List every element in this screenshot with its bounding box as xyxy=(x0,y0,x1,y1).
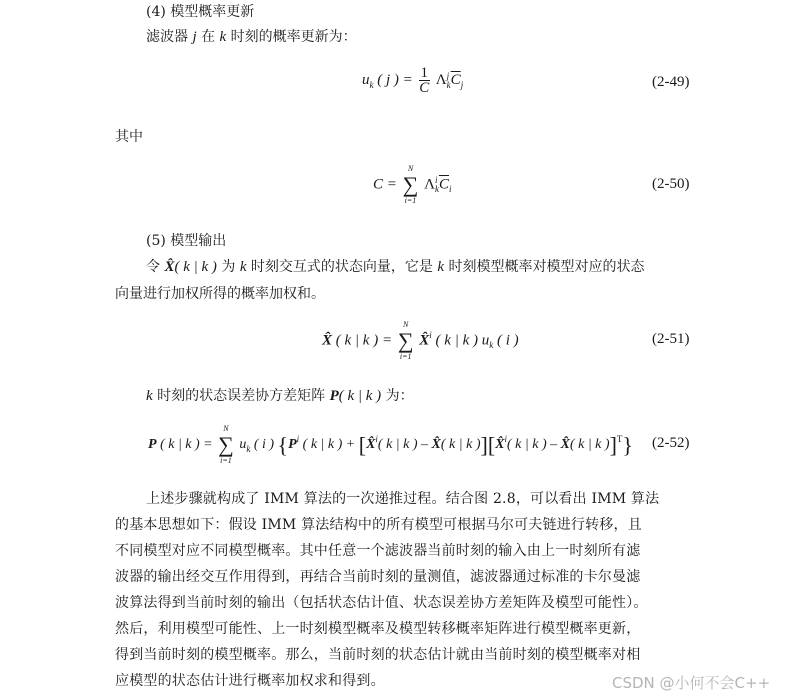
left-bracket: [ xyxy=(487,432,496,458)
x-hat-symbol: X̂ xyxy=(322,332,333,349)
paragraph-line-8: 应模型的状态估计进行概率加权求和得到。 xyxy=(115,673,385,689)
u-subscript: k xyxy=(246,444,251,455)
text: 在 xyxy=(196,29,220,45)
equation-number-2-50: (2-50) xyxy=(652,176,690,192)
fraction-denominator: C xyxy=(419,80,430,96)
p-i-superscript: i xyxy=(296,434,300,445)
lambda-subscript: k xyxy=(446,79,451,90)
var-k: k xyxy=(239,259,247,275)
x-hat-symbol: X̂ xyxy=(431,437,441,453)
c-lhs: C = xyxy=(373,176,397,193)
paragraph-line-2: 的基本思想如下：假设 IMM 算法结构中的所有模型可根据马尔可夫链进行转移，且 xyxy=(115,517,642,533)
sigma-symbol: ∑ xyxy=(397,328,414,353)
sum-lower: i=1 xyxy=(399,352,412,361)
right-brace: } xyxy=(622,432,633,458)
x-hat-superscript: i xyxy=(375,434,378,445)
qizhong-label: 其中 xyxy=(115,129,143,145)
x-hat-superscript: i xyxy=(429,330,432,341)
p-i-argument: ( k | k ) + xyxy=(302,437,356,453)
left-brace: { xyxy=(277,432,289,458)
right-bracket: ] xyxy=(480,432,488,458)
x-hat-superscript: i xyxy=(504,434,507,445)
fraction xyxy=(419,66,431,95)
paragraph-line-1: 上述步骤就构成了 IMM 算法的一次递推过程。结合图 2.8，可以看出 IMM 算法 xyxy=(146,491,660,507)
summation xyxy=(403,164,419,206)
transpose-superscript: T xyxy=(616,434,623,445)
covariance-line xyxy=(146,386,414,406)
u-argument: ( j ) = xyxy=(377,71,413,88)
var-k: k xyxy=(437,259,445,275)
var-k: k xyxy=(219,29,227,45)
equation-2-52 xyxy=(148,424,633,466)
u-symbol: u xyxy=(481,332,490,349)
x-i-argument: ( k | k ) xyxy=(435,332,478,349)
x-hat-symbol: X̂ xyxy=(164,259,175,275)
x-argument: ( k | k ) – xyxy=(507,437,558,453)
lambda-subscript: k xyxy=(434,184,439,194)
sum-lower: i=1 xyxy=(220,456,232,465)
x-hat-i-symbol: X̂ xyxy=(419,332,430,349)
sum-upper: N xyxy=(403,320,409,329)
lambda-symbol: Λ xyxy=(424,176,435,193)
u-argument: ( i ) xyxy=(496,332,519,349)
u-symbol: u xyxy=(362,71,370,88)
summation xyxy=(218,424,234,466)
p-argument: ( k | k ) = xyxy=(160,437,213,453)
x-argument: ( k | k ) xyxy=(569,437,610,453)
fraction-numerator: 1 xyxy=(420,65,429,81)
text: 滤波器 xyxy=(146,29,193,45)
section-5-title: (5) 模型输出 xyxy=(146,233,227,249)
state-vector-line-cont: 向量进行加权所得的概率加权和。 xyxy=(115,286,325,302)
u-subscript: k xyxy=(369,79,374,90)
sum-lower: i=1 xyxy=(404,196,417,205)
p-symbol: P xyxy=(148,437,157,453)
equation-number-2-49: (2-49) xyxy=(652,74,690,90)
text: 令 xyxy=(146,259,165,275)
p-argument: ( k | k ) xyxy=(338,388,382,404)
x-argument: ( k | k ) xyxy=(174,259,217,275)
x-argument: ( k | k ) xyxy=(440,437,481,453)
x-hat-i-symbol: X̂ xyxy=(366,437,376,453)
lambda-superscript: i xyxy=(434,175,438,185)
sigma-symbol: ∑ xyxy=(218,432,234,457)
x-hat-symbol: X̂ xyxy=(560,437,570,453)
paragraph-line-4: 波器的输出经交互作用得到，再结合当前时刻的量测值，滤波器通过标准的卡尔曼滤 xyxy=(115,569,641,585)
u-argument: ( i ) xyxy=(253,437,275,453)
c-bar-subscript: j xyxy=(460,79,464,90)
paragraph-line-6: 然后，利用模型可能性、上一时刻模型概率及模型转移概率矩阵进行模型概率更新， xyxy=(115,621,641,637)
text: 时刻交互式的状态向量，它是 xyxy=(246,259,438,275)
section-4-title: (4) 模型概率更新 xyxy=(146,4,255,20)
p-symbol: P xyxy=(329,388,339,404)
left-bracket: [ xyxy=(358,432,367,458)
text: 时刻的概率更新为： xyxy=(226,29,357,45)
c-bar-symbol: $\overline{C}$ xyxy=(450,71,461,88)
var-k: k xyxy=(146,388,153,404)
equation-2-50 xyxy=(373,164,452,206)
right-bracket: ] xyxy=(609,432,617,458)
sum-upper: N xyxy=(407,164,414,173)
equation-2-51 xyxy=(322,320,519,362)
equation-number-2-51: (2-51) xyxy=(652,331,690,347)
text: 时刻模型概率对模型对应的状态 xyxy=(444,259,645,275)
summation xyxy=(398,320,414,362)
c-bar-symbol: $\overline{C}$ xyxy=(438,176,449,193)
lambda-symbol: Λ xyxy=(435,71,447,88)
paragraph-line-3: 不同模型对应不同模型概率。其中任意一个滤波器当前时刻的输入由上一时刻所有滤 xyxy=(115,543,641,559)
x-hat-i-symbol: X̂ xyxy=(495,437,505,453)
x-argument: ( k | k ) = xyxy=(335,332,393,349)
var-j: j xyxy=(192,29,197,45)
c-bar-subscript: i xyxy=(448,184,452,195)
paragraph-line-5: 波算法得到当前时刻的输出（包括状态估计值、状态误差协方差矩阵及模型可能性）。 xyxy=(115,595,648,611)
sum-upper: N xyxy=(223,424,229,433)
equation-number-2-52: (2-52) xyxy=(652,435,690,451)
x-argument: ( k | k ) – xyxy=(377,437,429,453)
filter-update-line xyxy=(146,27,357,47)
lambda-superscript: j xyxy=(446,70,450,81)
state-vector-line xyxy=(146,257,645,277)
u-subscript: k xyxy=(489,340,494,351)
equation-2-49 xyxy=(362,66,463,95)
text: 时刻的状态误差协方差矩阵 xyxy=(152,388,330,404)
paragraph-line-7: 得到当前时刻的模型概率。那么，当前时刻的状态估计就由当前时刻的模型概率对相 xyxy=(115,647,641,663)
text: 为： xyxy=(381,388,414,404)
sigma-symbol: ∑ xyxy=(402,172,419,197)
csdn-watermark: CSDN @小何不会C++ xyxy=(612,674,771,692)
text: 为 xyxy=(216,259,240,275)
u-symbol: u xyxy=(239,437,247,453)
p-i-symbol: P xyxy=(288,437,297,453)
